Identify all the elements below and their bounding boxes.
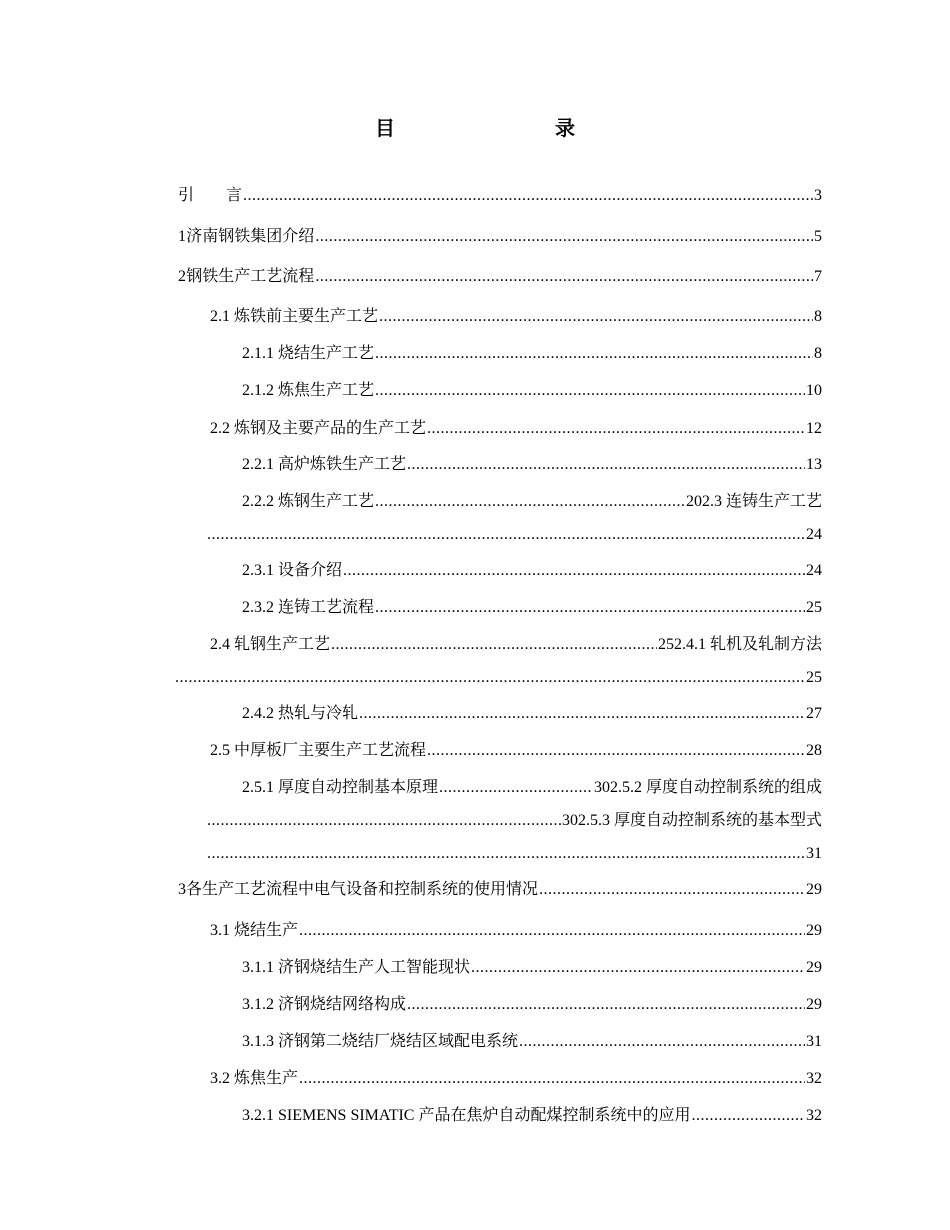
toc-dot-leader: [315, 267, 813, 287]
toc-dot-leader: [439, 778, 593, 798]
toc-entry-label: 3.2 炼焦生产: [210, 1070, 299, 1087]
toc-entry-3-2[interactable]: [210, 1069, 822, 1089]
toc-page-number: 25: [806, 669, 822, 686]
toc-page-number: 27: [806, 705, 822, 722]
toc-dot-leader: [315, 227, 813, 247]
toc-entry-label: 2.1.1 烧结生产工艺: [242, 345, 375, 362]
toc-page-number: 24: [806, 562, 822, 579]
toc-page-number: 24: [806, 526, 822, 543]
toc-page-number: 29: [806, 959, 822, 976]
toc-entry-label: 3.2.1 SIEMENS SIMATIC 产品在焦炉自动配煤控制系统中的应用: [242, 1107, 691, 1124]
toc-entry-2-4[interactable]: [210, 635, 822, 655]
toc-page-number: 8: [814, 345, 822, 362]
toc-entry-2-2-1[interactable]: [242, 455, 822, 475]
toc-run-on-label: 2.4.1 轧机及轧制方法: [673, 636, 822, 653]
toc-page-number: 13: [806, 456, 822, 473]
toc-dot-leader: [359, 704, 805, 724]
toc-entry-2[interactable]: [178, 267, 822, 287]
toc-entry-label: 3.1 烧结生产: [210, 922, 299, 939]
toc-entry-2-1-2[interactable]: [242, 381, 822, 401]
toc-chapter-number: 2: [178, 268, 186, 285]
toc-dot-leader: [375, 598, 805, 618]
toc-page-number: 8: [814, 308, 822, 325]
toc-entry-2-1[interactable]: [210, 307, 822, 327]
toc-entry-2-3-2[interactable]: [242, 598, 822, 618]
toc-page-number: 29: [806, 922, 822, 939]
toc-entry-continuation[interactable]: [206, 525, 822, 545]
toc-entry-2-2-2[interactable]: [242, 492, 822, 512]
toc-page-number: 30: [593, 779, 610, 796]
toc-dot-leader: [207, 844, 805, 864]
toc-run-on-label: 2.5.2 厚度自动控制系统的组成: [609, 779, 822, 796]
toc-dot-leader: [375, 492, 685, 512]
toc-page-number: 30: [561, 812, 578, 829]
toc-entry-3-1-1[interactable]: [242, 958, 822, 978]
toc-page-number: 31: [806, 845, 822, 862]
toc-entry-label: 引 言: [178, 187, 243, 204]
toc-page-number: 28: [806, 742, 822, 759]
toc-page-number: 5: [814, 228, 822, 245]
toc-entry-label: 2.2.2 炼钢生产工艺: [242, 493, 375, 510]
toc-entry-label: 3.1.1 济钢烧结生产人工智能现状: [242, 959, 471, 976]
toc-page-number: 20: [685, 493, 702, 510]
toc-dot-leader: [471, 958, 805, 978]
toc-dot-leader: [407, 455, 805, 475]
toc-chapter-number: 3: [178, 881, 186, 898]
toc-entry-label: 2.3.1 设备介绍: [242, 562, 343, 579]
toc-entry-2-2[interactable]: [210, 419, 822, 439]
toc-entry-2-3-1[interactable]: [242, 561, 822, 581]
toc-entry-1[interactable]: [178, 227, 822, 247]
toc-dot-leader: [299, 1069, 805, 1089]
toc-entry-label: 2.3.2 连铸工艺流程: [242, 599, 375, 616]
toc-page-number: 3: [814, 187, 822, 204]
toc-entry-label: 2.2.1 高炉炼铁生产工艺: [242, 456, 407, 473]
toc-entry-label: 2.5.1 厚度自动控制基本原理: [242, 779, 439, 796]
toc-entry-2-5-1[interactable]: [242, 778, 822, 798]
toc-entry-2-4-2[interactable]: [242, 704, 822, 724]
toc-dot-leader: [519, 1032, 805, 1052]
toc-entry-3-1-2[interactable]: [242, 995, 822, 1015]
toc-dot-leader: [175, 668, 805, 688]
toc-dot-leader: [427, 419, 805, 439]
toc-chapter-number: 1: [178, 228, 186, 245]
toc-dot-leader: [379, 307, 813, 327]
toc-dot-leader: [539, 880, 805, 900]
toc-entry-label: 2.4.2 热轧与冷轧: [242, 705, 359, 722]
toc-entry-label: 2.1 炼铁前主要生产工艺: [210, 308, 379, 325]
toc-entry-label: 2.2 炼钢及主要产品的生产工艺: [210, 420, 427, 437]
toc-dot-leader: [207, 811, 561, 831]
toc-entry-continuation[interactable]: [174, 668, 822, 688]
toc-dot-leader: [343, 561, 805, 581]
toc-page-number: 32: [806, 1107, 822, 1124]
toc-entry-3-1[interactable]: [210, 921, 822, 941]
toc-page-number: 12: [806, 420, 822, 437]
toc-entry-3-1-3[interactable]: [242, 1032, 822, 1052]
toc-entry-2-5[interactable]: [210, 741, 822, 761]
toc-dot-leader: [375, 344, 813, 364]
toc-run-on-label: 2.3 连铸生产工艺: [701, 493, 822, 510]
toc-entry-label: 2.5 中厚板厂主要生产工艺流程: [210, 742, 427, 759]
toc-page-number: 25: [806, 599, 822, 616]
toc-dot-leader: [331, 635, 657, 655]
toc-run-on-label: 2.5.3 厚度自动控制系统的基本型式: [577, 812, 822, 829]
toc-page-number: 29: [806, 881, 822, 898]
toc-entry-intro[interactable]: [178, 186, 822, 206]
toc-entry-label: 2.1.2 炼焦生产工艺: [242, 382, 375, 399]
toc-entry-continuation[interactable]: [206, 811, 822, 831]
toc-entry-continuation[interactable]: [206, 844, 822, 864]
toc-entry-label: 2.4 轧钢生产工艺: [210, 636, 331, 653]
toc-dot-leader: [407, 995, 805, 1015]
toc-entry-label: 钢铁生产工艺流程: [186, 268, 315, 285]
toc-page-number: 32: [806, 1070, 822, 1087]
toc-entry-label: 济南钢铁集团介绍: [186, 228, 315, 245]
toc-entry-label: 3.1.3 济钢第二烧结厂烧结区域配电系统: [242, 1033, 519, 1050]
toc-page-number: 7: [814, 268, 822, 285]
toc-page-number: 31: [806, 1033, 822, 1050]
toc-dot-leader: [299, 921, 805, 941]
page-title: 目 录: [375, 118, 615, 140]
toc-entry-label: 3.1.2 济钢烧结网络构成: [242, 996, 407, 1013]
toc-entry-3[interactable]: [178, 880, 822, 900]
toc-entry-3-2-1[interactable]: [242, 1106, 822, 1126]
toc-page-number: 29: [806, 996, 822, 1013]
toc-dot-leader: [427, 741, 805, 761]
toc-page-number: 10: [806, 382, 822, 399]
toc-page-number: 25: [657, 636, 674, 653]
toc-entry-2-1-1[interactable]: [242, 344, 822, 364]
toc-dot-leader: [375, 381, 805, 401]
toc-dot-leader: [243, 186, 813, 206]
toc-dot-leader: [207, 525, 805, 545]
toc-dot-leader: [691, 1106, 805, 1126]
toc-entry-label: 各生产工艺流程中电气设备和控制系统的使用情况: [186, 881, 539, 898]
